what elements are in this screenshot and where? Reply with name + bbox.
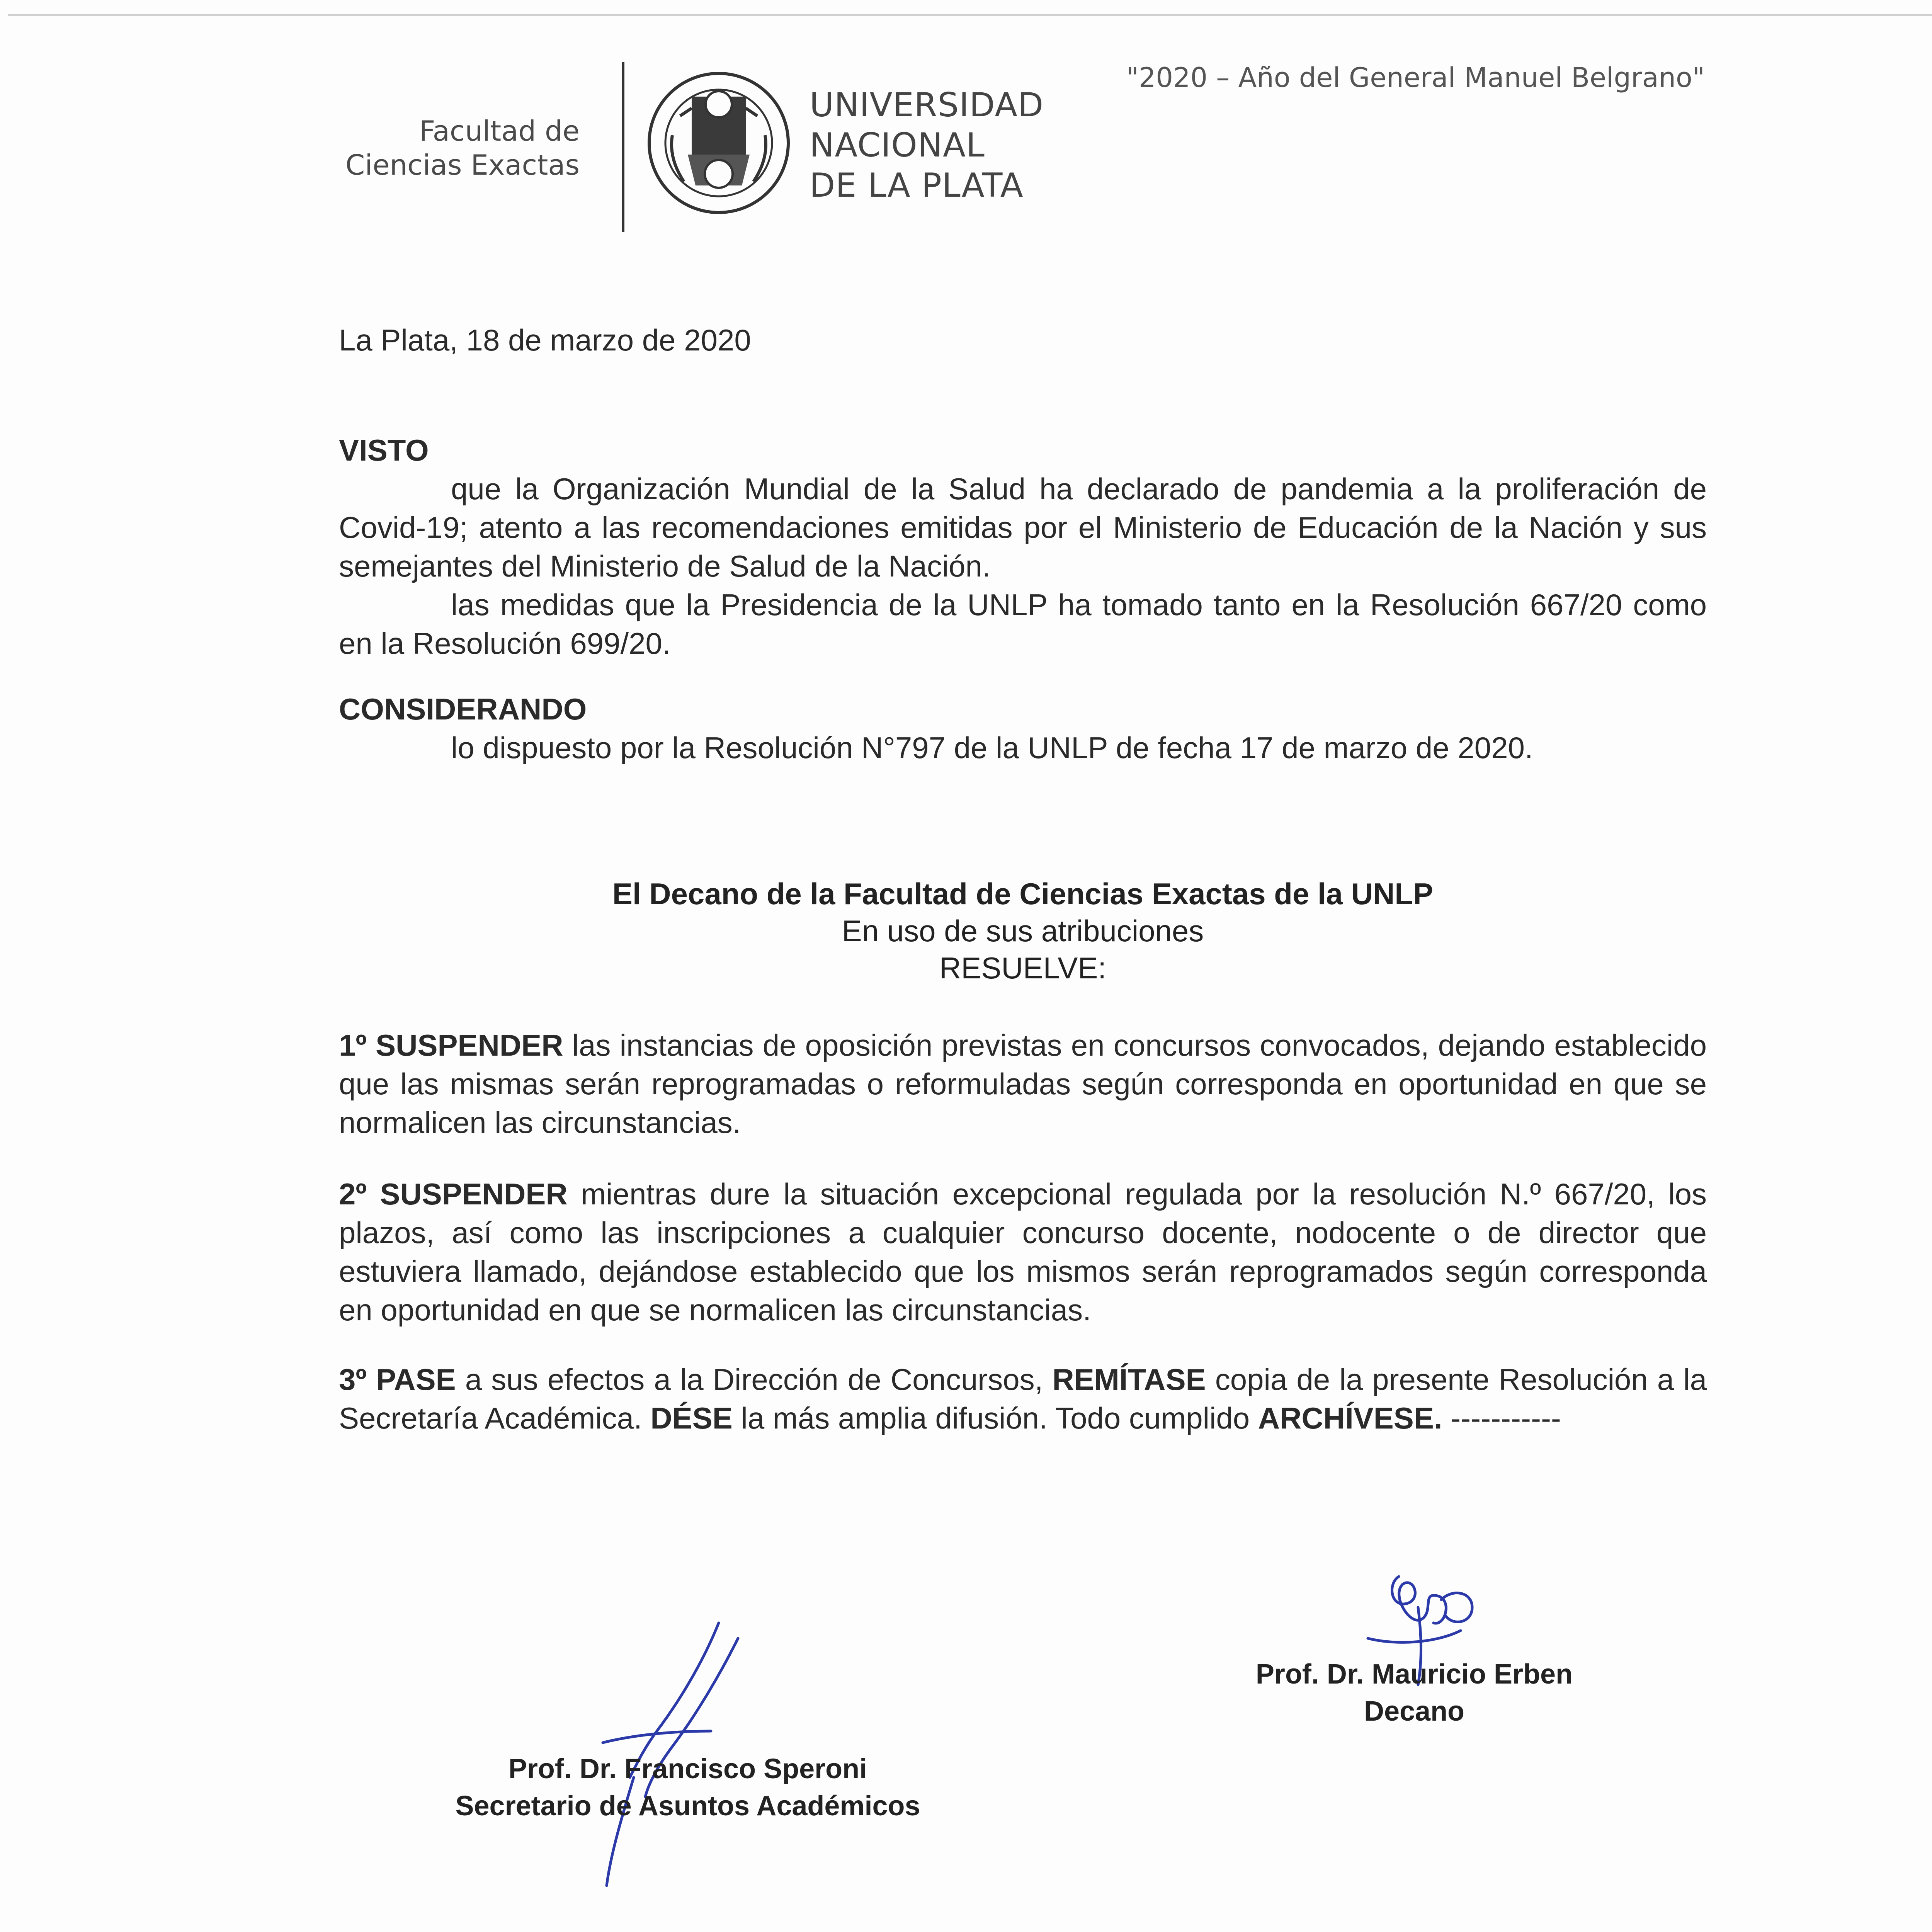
article-2 <box>339 1175 1707 1329</box>
university-line-3: DE LA PLATA <box>810 166 1024 205</box>
considerando-heading: CONSIDERANDO <box>339 692 587 726</box>
resuelve-line: RESUELVE: <box>939 951 1107 985</box>
university-line-1: UNIVERSIDAD <box>810 86 1044 124</box>
visto-section <box>339 469 1707 663</box>
signature-block-secretary <box>425 1750 951 1825</box>
article-3 <box>339 1360 1707 1437</box>
article-2-verb: SUSPENDER <box>380 1177 568 1211</box>
attributions-line: En uso de sus atribuciones <box>842 914 1204 948</box>
article-3-dashes: ----------- <box>1442 1401 1561 1435</box>
article-1-verb: SUSPENDER <box>376 1028 563 1062</box>
article-1 <box>339 1026 1707 1142</box>
signature-block-dean <box>1229 1656 1600 1730</box>
university-line-2: NACIONAL <box>810 126 985 165</box>
article-3-number: 3º <box>339 1362 367 1396</box>
article-2-text: mientras dure la situación excepcional regulada por la resolución N.º 667/20, los plazos, así como las inscripciones a cualquier concurso docente, nodocente o de director que estuviera llamado, dejándose establecido que los mismos serán reprogramados según corresponda en oportunidad en que se normalicen las circunstancias. <box>339 1177 1707 1327</box>
article-3-text-c: copia de la presente Resolución a la Secretaría Académica. <box>339 1362 1707 1435</box>
year-motto: "2020 – Año del General Manuel Belgrano" <box>1126 62 1705 94</box>
visto-heading: VISTO <box>339 433 429 467</box>
document-date: La Plata, 18 de marzo de 2020 <box>339 323 751 357</box>
dean-line: El Decano de la Facultad de Ciencias Exactas de la UNLP <box>612 877 1434 911</box>
visto-paragraph-1: que la Organización Mundial de la Salud ha declarado de pandemia a la proliferación de Covid-19; atento a las recomendaciones emitidas por el Ministerio de Educación de la Nación y sus semejantes del Ministerio de Salud de la Nación. <box>339 472 1707 583</box>
faculty-line-2: Ciencias Exactas <box>345 149 580 181</box>
article-3-bold-archivese: ARCHÍVESE. <box>1258 1401 1442 1435</box>
university-name <box>810 85 1044 206</box>
faculty-name <box>270 114 580 182</box>
considerando-section <box>339 728 1707 767</box>
article-2-number: 2º <box>339 1177 367 1211</box>
secretary-name: Prof. Dr. Francisco Speroni <box>508 1753 867 1784</box>
considerando-paragraph-1: lo dispuesto por la Resolución N°797 de la UNLP de fecha 17 de marzo de 2020. <box>451 731 1533 765</box>
resolves-block <box>339 875 1707 986</box>
visto-paragraph-2: las medidas que la Presidencia de la UNLP ha tomado tanto en la Resolución 667/20 como en la Resolución 699/20. <box>339 588 1707 660</box>
article-1-text: las instancias de oposición previstas en concursos convocados, dejando establecido que las mismas serán reprogramadas o reformuladas según corresponda en oportunidad en que se normalicen las circunstancias. <box>339 1028 1707 1139</box>
article-3-text-a: a sus efectos a la Dirección de Concursos, <box>456 1362 1053 1396</box>
article-1-number: 1º <box>339 1028 367 1062</box>
scan-edge-line <box>8 14 1932 16</box>
university-seal-logo <box>645 58 792 228</box>
article-3-text-e: la más amplia difusión. Todo cumplido <box>732 1401 1258 1435</box>
article-3-verb: PASE <box>376 1362 456 1396</box>
dean-name: Prof. Dr. Mauricio Erben <box>1255 1659 1573 1690</box>
dean-role: Decano <box>1364 1696 1465 1727</box>
header-divider <box>622 62 624 232</box>
article-3-bold-remitase: REMÍTASE <box>1052 1362 1206 1396</box>
article-3-bold-dese: DÉSE <box>650 1401 733 1435</box>
faculty-line-1: Facultad de <box>419 115 580 147</box>
secretary-role: Secretario de Asuntos Académicos <box>455 1791 920 1821</box>
